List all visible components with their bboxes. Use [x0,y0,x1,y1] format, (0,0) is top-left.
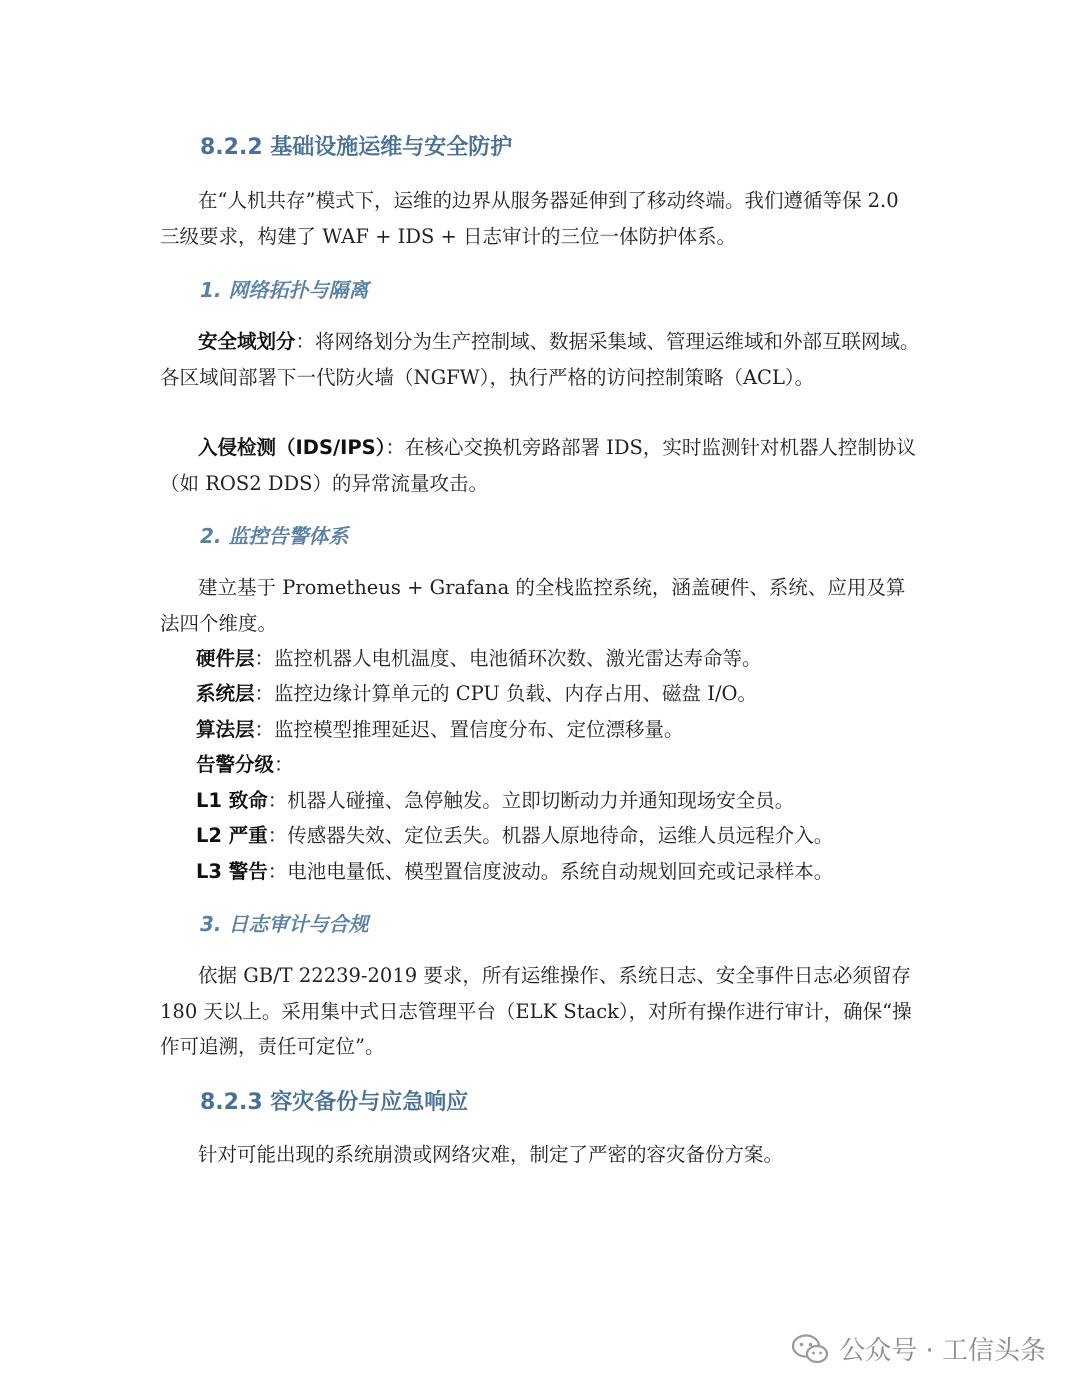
section-heading-8-2-3: 8.2.3 容灾备份与应急响应 [200,1090,469,1115]
log-audit-paragraph: 依据 GB/T 22239-2019 要求，所有运维操作、系统日志、安全事件日志必须留存 180 天以上。采用集中式日志管理平台（ELK Stack），对所有操作进行审计，确保“操作可追溯，责任可定位”。 [160,964,912,1058]
hardware-layer-text: ：监控机器人电机温度、电池循环次数、激光雷达寿命等。 [254,647,762,670]
alarm-l3-text: ：电池电量低、模型置信度波动。系统自动规划回充或记录样本。 [267,860,834,883]
monitoring-intro: 建立基于 Prometheus + Grafana 的全栈监控系统，涵盖硬件、系统、应用及算法四个维度。 [160,576,906,635]
subheading-log-audit: 3. 日志审计与合规 [200,912,369,936]
footer-watermark [791,1330,1046,1367]
alarm-level-colon: ： [274,753,294,776]
alarm-l2-line [196,818,833,854]
algorithm-layer-label: 算法层 [196,718,255,741]
algorithm-layer-line [196,712,684,748]
security-domain-label: 安全域划分 [198,330,296,353]
alarm-l1-line [196,783,794,819]
system-layer-text: ：监控边缘计算单元的 CPU 负载、内存占用、磁盘 I/O。 [254,682,758,705]
system-layer-line [196,676,757,712]
hardware-layer-label: 硬件层 [196,647,255,670]
section-8-2-2-intro: 在“人机共存”模式下，运维的边界从服务器延伸到了移动终端。我们遵循等保 2.0 三级要求，构建了 WAF + IDS + 日志审计的三位一体防护体系。 [160,189,899,248]
alarm-l1-label: L1 致命 [196,789,268,812]
ids-text: ：在核心交换机旁路部署 IDS，实时监测针对机器人控制协议（如 ROS2 DDS）的异常流量攻击。 [160,436,916,495]
security-domain-paragraph [160,324,922,395]
security-domain-text: ：将网络划分为生产控制域、数据采集域、管理运维域和外部互联网域。各区域间部署下一代防火墙（NGFW），执行严格的访问控制策略（ACL）。 [160,330,920,389]
alarm-l3-label: L3 警告 [196,860,268,883]
subheading-network-topology: 1. 网络拓扑与隔离 [200,278,369,302]
ids-paragraph [160,430,922,501]
system-layer-label: 系统层 [196,682,255,705]
hardware-layer-line [196,641,762,677]
footer-text: 公众号 · 工信头条 [839,1336,1046,1366]
ids-label: 入侵检测（IDS/IPS） [198,436,386,459]
subheading-monitoring: 2. 监控告警体系 [200,524,349,548]
alarm-level-line [196,747,294,783]
section-8-2-3-intro: 针对可能出现的系统崩溃或网络灾难，制定了严密的容灾备份方案。 [198,1143,784,1166]
algorithm-layer-text: ：监控模型推理延迟、置信度分布、定位漂移量。 [254,718,684,741]
alarm-level-label: 告警分级 [196,753,275,776]
alarm-l2-text: ：传感器失效、定位丢失。机器人原地待命，运维人员远程介入。 [267,824,834,847]
alarm-l2-label: L2 严重 [196,824,268,847]
alarm-l1-text: ：机器人碰撞、急停触发。立即切断动力并通知现场安全员。 [267,789,795,812]
wechat-icon [791,1333,829,1365]
section-heading-8-2-2: 8.2.2 基础设施运维与安全防护 [200,135,513,160]
alarm-l3-line [196,854,833,890]
